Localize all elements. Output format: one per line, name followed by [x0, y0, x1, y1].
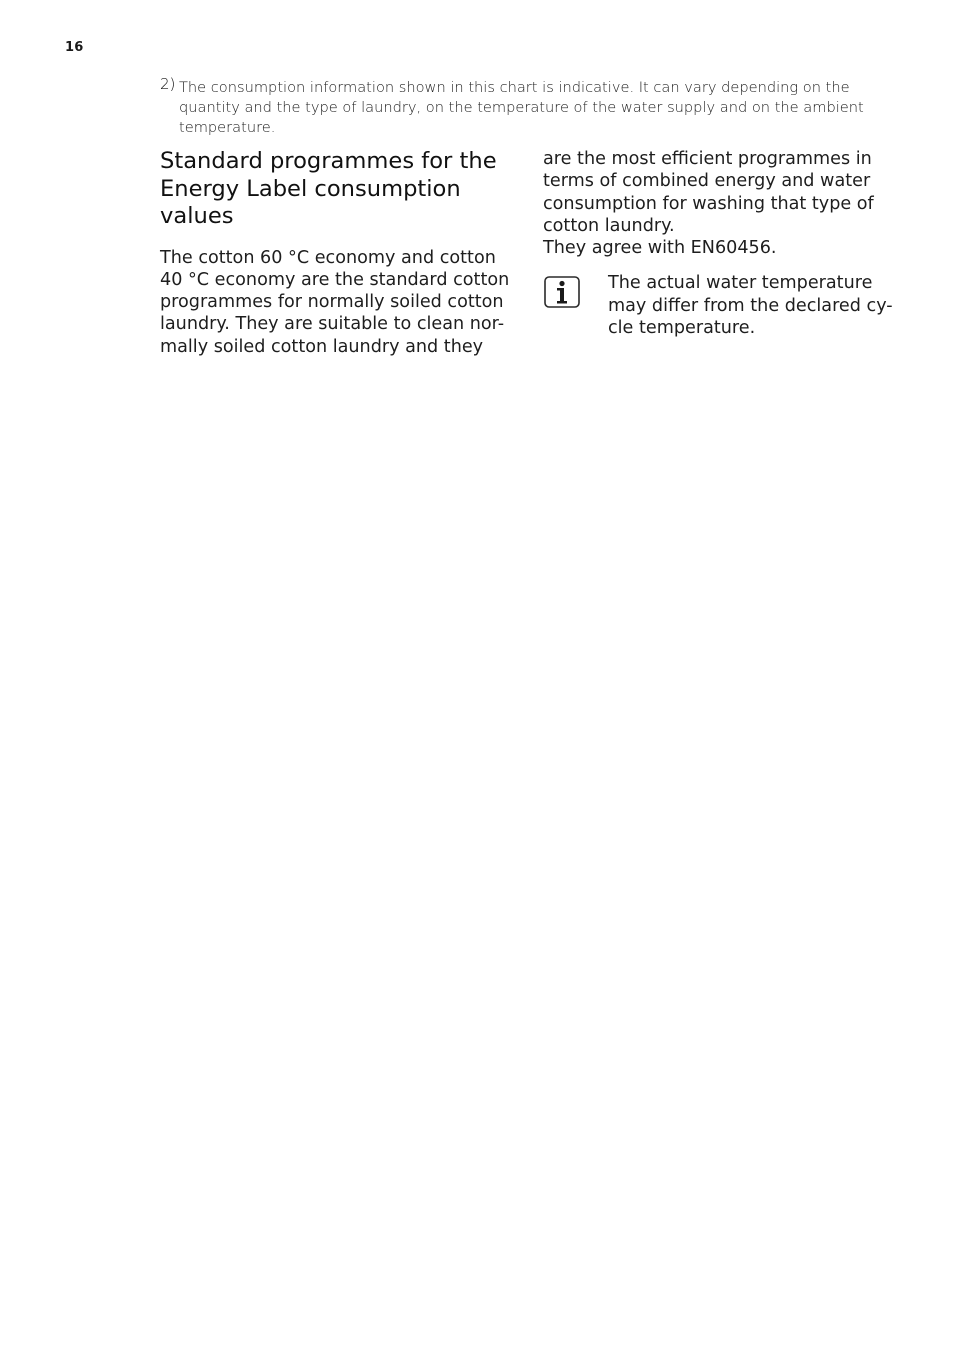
info-icon [544, 276, 580, 308]
paragraph-left: The cotton 60 °C economy and cotton 40 °C economy are the standard cotton programmes for normally soiled cotton laundry. They are suitable to clean nor-mally soiled cotton laundry and they [160, 247, 510, 357]
footnote-marker: 2) [160, 75, 176, 93]
info-note-text: The actual water temperature may differ from the declared cy-cle temperature. [608, 273, 893, 339]
section-heading: Standard programmes for the Energy Label consumption values [160, 148, 497, 229]
info-note [543, 272, 897, 339]
page-number: 16 [65, 40, 84, 55]
agreement-text: They agree with EN60456. [543, 238, 777, 259]
footnote-text: The consumption information shown in this chart is indicative. It can vary depending on the quantity and the type of laundry, on the temperature of the water supply and on the ambient temperature. [179, 79, 864, 136]
left-column [160, 148, 512, 358]
right-column [543, 148, 897, 339]
paragraph-right: are the most efficient programmes in terms of combined energy and water consumption for washing that type of cotton laundry. [543, 149, 874, 236]
footnote [160, 75, 900, 138]
